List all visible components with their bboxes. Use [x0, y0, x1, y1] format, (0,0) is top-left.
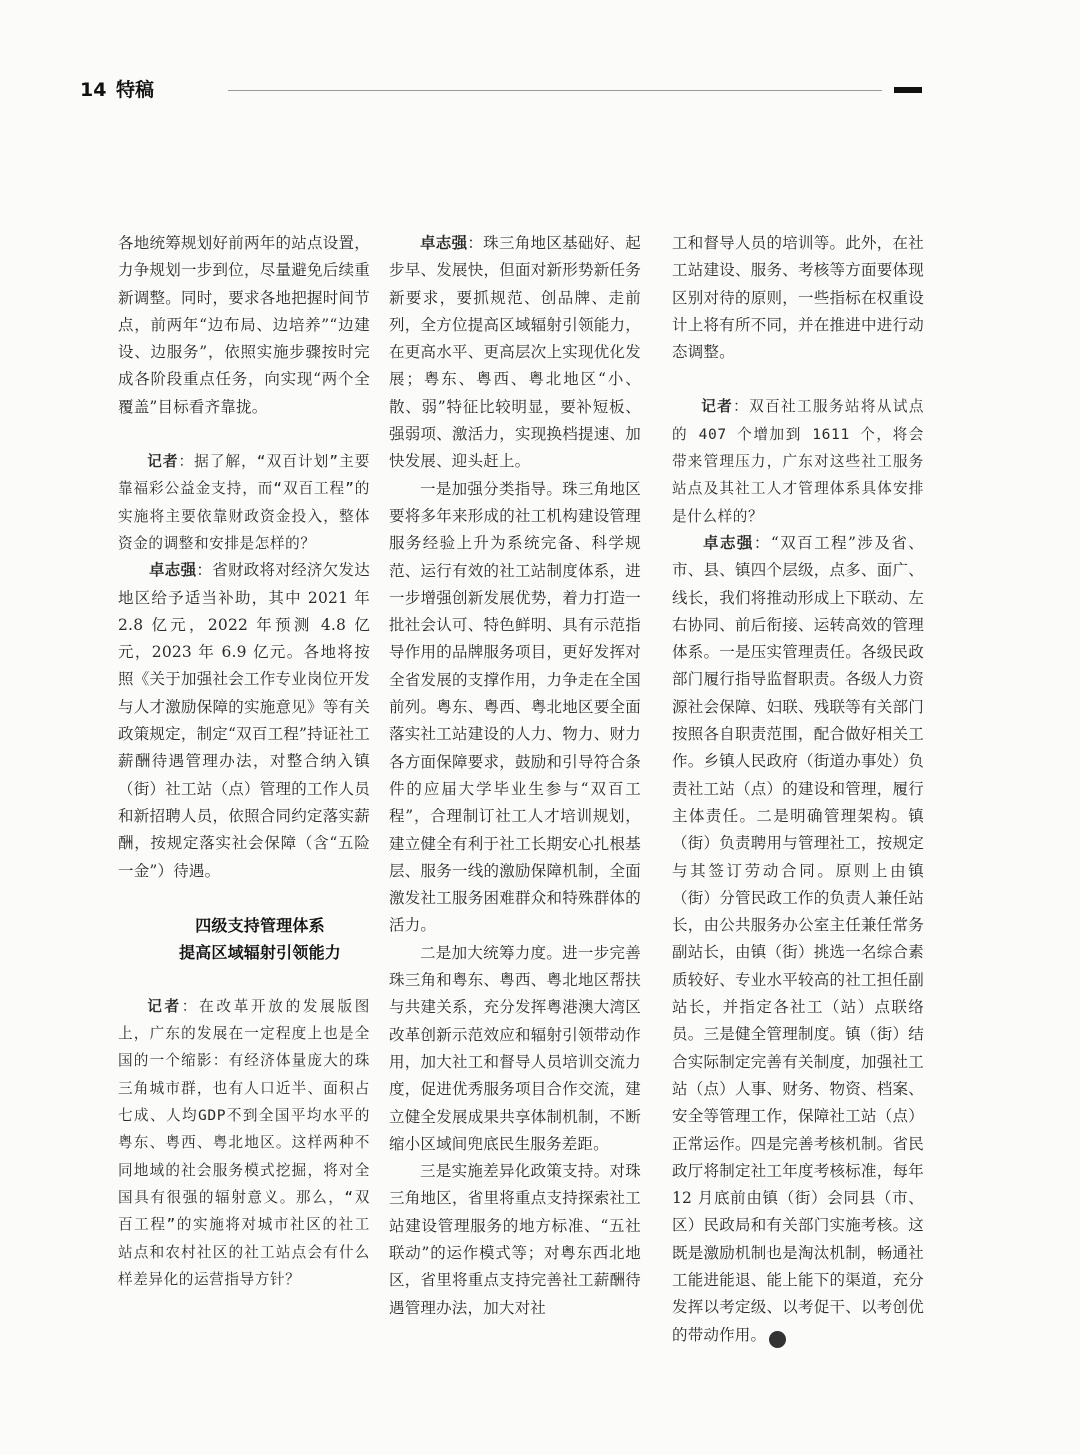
speaker-label: 记者	[147, 997, 182, 1015]
answer-text: ：省财政将对经济欠发达地区给予适当补助，其中 2021 年 2.8 亿元，2022 年预测 4.8 亿元，2023 年 6.9 亿元。各地将按照《关于加强社会工作专业岗位开发与人才激励保障的实施意见》等有关政策规定，制定“双百工程”持证社工薪酬待遇管理办法，对整合纳入镇（街）社工站（点）管理的工作人员和新招聘人员，依照合同约定落实薪酬，按规定落实社会保障（含“五险一金”）待遇。	[118, 561, 370, 880]
column-3	[672, 230, 924, 1349]
interview-answer	[389, 230, 641, 476]
speaker-label: 卓志强	[703, 533, 754, 552]
paragraph: 各地统筹规划好前两年的站点设置，力争规划一步到位，尽量避免后续重新调整。同时，要求各地把握时间节点，前两年“边布局、边培养”“边建设、边服务”，依照实施步骤按时完成各阶段重点任务，向实现“两个全覆盖”目标看齐靠拢。	[118, 234, 370, 416]
speaker-label: 卓志强	[420, 234, 468, 252]
answer-text: ：珠三角地区基础好、起步早、发展快，但面对新形势新任务新要求，要抓规范、创品牌、走前列，全方位提高区域辐射引领能力，在更高水平、更高层次上实现优化发展；粤东、粤西、粤北地区“小、散、弱”特征比较明显，要补短板、强弱项、激活力，实现换档提速、加快发展、迎头赶上。	[389, 234, 641, 471]
speaker-label: 记者	[147, 453, 179, 471]
interview-question	[118, 448, 370, 557]
question-text: ：双百社工服务站将从试点的 407 个增加到 1611 个，将会带来管理压力，广东对这些社工服务站点及其社工人才管理体系具体安排是什么样的？	[672, 398, 925, 525]
section-title: 特稿	[116, 79, 155, 101]
interview-question	[672, 393, 924, 529]
paragraph: 一是加强分类指导。珠三角地区要将多年来形成的社工机构建设管理服务经验上升为系统完备、科学规范、运行有效的社工站制度体系，进一步增强创新发展优势，着力打造一批社会认可、特色鲜明、具有示范指导作用的品牌服务项目，更好发挥对全省发展的支撑作用，力争走在全国前列。粤东、粤西、粤北地区要全面落实社工站建设的人力、物力、财力各方面保障要求，鼓励和引导符合条件的应届大学毕业生参与“双百工程”，合理制订社工人才培训规划，建立健全有利于社工长期安心扎根基层、服务一线的激励保障机制，全面激发社工服务困难群众和特殊群体的活力。	[389, 479, 641, 935]
question-text: ：在改革开放的发展版图上，广东的发展在一定程度上也是全国的一个缩影：有经济体量庞大的珠三角城市群，也有人口近半、面积占七成、人均GDP不到全国平均水平的粤东、粤西、粤北地区。这样两种不同地域的社会服务模式挖掘，将对全国具有很强的辐射意义。那么，“双百工程”的实施将对城市社区的社工站点和农村社区的社工站点会有什么样差异化的运营指导方针？	[118, 997, 370, 1288]
end-mark-icon: 社	[769, 1331, 786, 1348]
speaker-label: 卓志强	[149, 561, 197, 580]
subheading-line-1: 四级支持管理体系	[195, 915, 325, 935]
column-2	[389, 230, 641, 1322]
interview-question	[118, 993, 370, 1293]
answer-text: ：“双百工程”涉及省、市、县、镇四个层级，点多、面广、线长，我们将推动形成上下联动、左右协同、前后衔接、运转高效的管理体系。一是压实管理责任。各级民政部门履行指导监督职责。各级人力资源社会保障、妇联、残联等有关部门按照各自职责范围，配合做好相关工作。乡镇人民政府（街道办事处）负责社工站（点）的建设和管理，履行主体责任。二是明确管理架构。镇（街）负责聘用与管理社工，按规定与其签订劳动合同。原则上由镇（街）分管民政工作的负责人兼任站长，由公共服务办公室主任兼任常务副站长，由镇（街）挑选一名综合素质较好、专业水平较高的社工担任副站长，并指定各社工（站）点联络员。三是健全管理制度。镇（街）结合实际制定完善有关制度，加强社工站（点）人事、财务、物资、档案、安全等管理工作，保障社工站（点）正常运作。四是完善考核机制。省民政厅将制定社工年度考核标准，每年 12 月底前由镇（街）会同县（市、区）民政局和有关部门实施考核。这既是激励机制也是淘汰机制，畅通社工能进能退、能上能下的渠道，充分发挥以考定级、以考促干、以考创优的带动作用。	[672, 533, 924, 1344]
paragraph: 工和督导人员的培训等。此外，在社工站建设、服务、考核等方面要体现区别对待的原则，一些指标在权重设计上将有所不同，并在推进中进行动态调整。	[672, 234, 924, 362]
paragraph: 二是加大统筹力度。进一步完善珠三角和粤东、粤西、粤北地区帮扶与共建关系，充分发挥粤港澳大湾区改革创新示范效应和辐射引领带动作用，加大社工和督导人员培训交流力度，促进优秀服务项目合作交流，建立健全发展成果共享体制机制，不断缩小区域间兜底民生服务差距。	[389, 943, 641, 1153]
interview-answer	[118, 557, 370, 885]
page-header	[80, 78, 922, 102]
page-number: 14	[80, 79, 107, 101]
interview-answer	[672, 530, 924, 1349]
speaker-label: 记者	[701, 398, 734, 416]
header-bar	[894, 87, 922, 93]
header-rule	[228, 90, 882, 91]
subheading-line-2: 提高区域辐射引领能力	[178, 942, 341, 962]
column-1	[118, 230, 370, 1293]
question-text: ：据了解，“双百计划”主要靠福彩公益金支持，而“双百工程”的实施将主要依靠财政资金投入，整体资金的调整和安排是怎样的？	[118, 453, 371, 552]
paragraph: 三是实施差异化政策支持。对珠三角地区，省里将重点支持探索社工站建设管理服务的地方标准、“五社联动”的运作模式等；对粤东西北地区，省里将重点支持完善社工薪酬待遇管理办法，加大对社	[389, 1162, 641, 1317]
